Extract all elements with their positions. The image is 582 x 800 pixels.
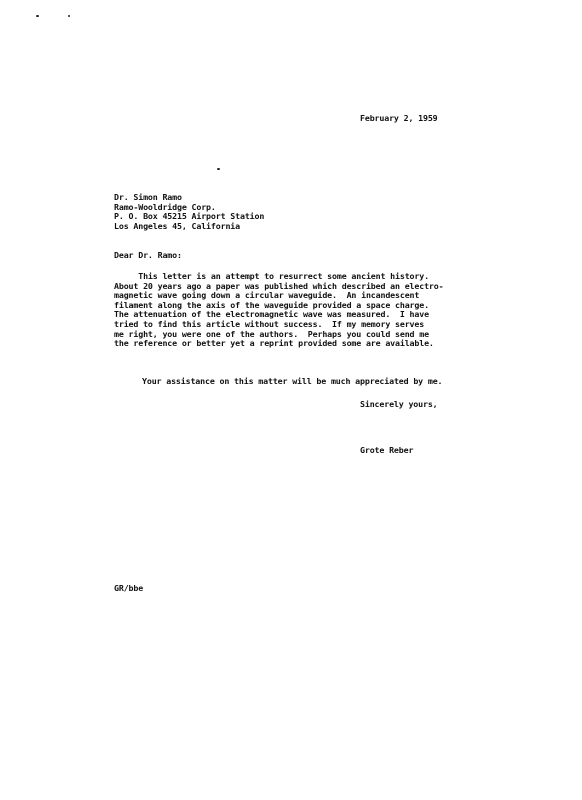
reference-initials: GR/bbe	[114, 583, 144, 593]
recipient-address	[114, 193, 264, 231]
paragraph-line: the reference or better yet a reprint provided some are available.	[114, 338, 434, 349]
address-line: P. O. Box 45215 Airport Station	[114, 211, 265, 222]
paragraph-line: The attenuation of the electromagnetic wave was measured. I have	[114, 309, 429, 320]
body-paragraph-2: Your assistance on this matter will be much appreciated by me.	[142, 376, 443, 386]
scan-speck	[217, 168, 220, 170]
scan-speck	[68, 15, 70, 17]
address-line: Dr. Simon Ramo	[114, 192, 182, 202]
scan-speck	[36, 15, 39, 17]
address-line: Los Angeles 45, California	[114, 220, 240, 231]
signer-name: Grote Reber	[360, 445, 414, 455]
paragraph-line: filament along the axis of the waveguide provided a space charge.	[114, 299, 429, 310]
body-paragraph-1	[114, 272, 443, 349]
paragraph-line: magnetic wave going down a circular waveguide. An incandescent	[114, 290, 420, 301]
address-line: Ramo-Wooldridge Corp.	[114, 201, 216, 212]
paragraph-line: tried to find this article without success. If my memory serves	[114, 318, 425, 329]
complimentary-closing: Sincerely yours,	[360, 399, 438, 409]
salutation: Dear Dr. Ramo:	[114, 250, 182, 260]
paragraph-line: This letter is an attempt to resurrect some ancient history.	[114, 271, 429, 281]
paragraph-line: me right, you were one of the authors. Perhaps you could send me	[114, 328, 429, 339]
paragraph-line: About 20 years ago a paper was published which described an electro-	[114, 280, 444, 291]
letter-date: February 2, 1959	[360, 113, 438, 123]
